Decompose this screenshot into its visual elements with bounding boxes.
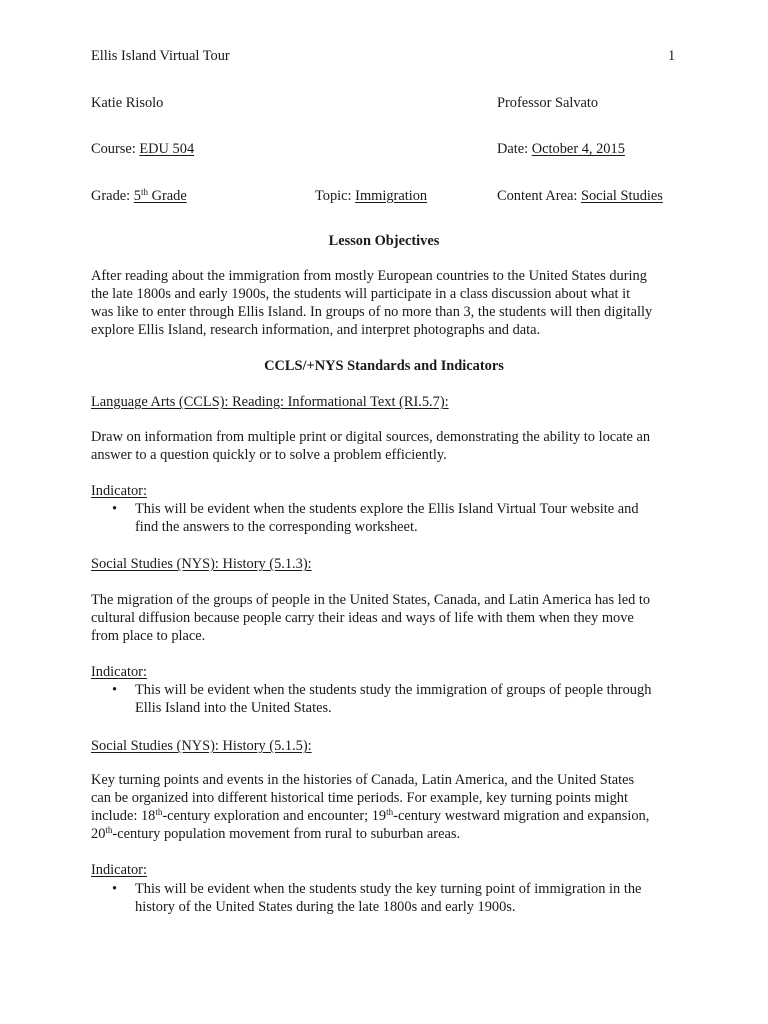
course-field [91, 140, 194, 158]
bullet-icon: • [112, 682, 118, 698]
running-header-title: Ellis Island Virtual Tour [91, 48, 230, 64]
course-label: Course: [91, 141, 140, 157]
bullet-icon: • [112, 501, 118, 517]
topic-field [315, 187, 427, 205]
standard-body-513: The migration of the groups of people in the United States, Canada, and Latin America has led to cultural diffusion because people carry their ideas and ways of life with them when they move from place to place. [91, 592, 651, 644]
standard-body-ri57: Draw on information from multiple print or digital sources, demonstrating the ability to locate an answer to a question quickly or to solve a problem efficiently. [91, 429, 651, 463]
topic-label: Topic: [315, 188, 356, 204]
standard-title-513: Social Studies (NYS): History (5.1.3): [91, 556, 312, 572]
indicator-label: Indicator: [91, 664, 147, 680]
content-area-value: Social Studies [580, 188, 663, 204]
lesson-objectives-heading: Lesson Objectives [328, 233, 440, 249]
standard-title-ri57: Language Arts (CCLS): Reading: Informational Text (RI.5.7): [91, 394, 449, 410]
professor-name: Professor Salvato [497, 95, 599, 111]
date-field [497, 140, 625, 158]
objectives-paragraph: After reading about the immigration from mostly European countries to the United States during the late 1800s and early 1900s, the students will participate in a class discussion about what it was like to enter through Ellis Island. In groups of no more than 3, the students will then digitally explore Ellis Island, research information, and interpret photographs and data. [91, 268, 653, 338]
date-label: Date: [497, 141, 532, 157]
content-area-label: Content Area: [497, 188, 581, 204]
page-number: 1 [668, 48, 676, 64]
standards-heading: CCLS/+NYS Standards and Indicators [264, 358, 504, 374]
author-name: Katie Risolo [91, 95, 164, 111]
indicator-label: Indicator: [91, 483, 147, 499]
course-value: EDU 504 [139, 141, 195, 157]
document-page: Ellis Island Virtual Tour 1 Katie Risolo Professor Salvato Course: EDU 504 Date: October 4, 2015 Grade: 5th Grade Topic: Immigration Content Area: Social Studies Lesson Objectives After reading about the immigration from mostly European countries to the United States during the late 1800s and early 1900s, the students will participate in a class discussion about what it was like to enter through Ellis Island. In groups of no more than 3, the students will then digitally explore Ellis Island, research information, and interpret photographs and data. CCLS/+NYS Standards and Indicators Language Arts (CCLS): Reading: Informational Text (RI.5.7): Draw on information from multiple print or digital sources, demonstrating the ability to locate an answer to a question quickly or to solve a problem efficiently. Indicator: • This will be evident when the students explore the Ellis Island Virtual Tour website and find the answers to the corresponding worksheet. Social Studies (NYS): History (5.1.3): The migration of the groups of people in the United States, Canada, and Latin America has led to cultural diffusion because people carry their ideas and ways of life with them when they move from place to place. Indicator: • This will be evident when the students study the immigration of groups of people through Ellis Island into the United States. Social Studies (NYS): History (5.1.5): Key turning points and events in the histories of Canada, Latin America, and the United States can be organized into different historical time periods. For example, key turning points might include: 18th-century exploration and encounter; 19th-century westward migration and expansion, 20th-century population movement from rural to suburban areas. Indicator: • This will be evident when the students study the key turning point of immigration in the history of the United States during the late 1800s and early 1900s. [0, 0, 768, 1024]
standard-title-515: Social Studies (NYS): History (5.1.5): [91, 738, 312, 754]
date-value: October 4, 2015 [531, 141, 625, 157]
grade-value: 5th Grade [133, 187, 187, 204]
indicator-label: Indicator: [91, 862, 147, 878]
content-area-field [497, 187, 663, 205]
topic-value: Immigration [355, 188, 428, 204]
grade-label: Grade: [91, 188, 134, 204]
grade-field [91, 187, 187, 205]
bullet-icon: • [112, 881, 118, 897]
standard-body-515: Key turning points and events in the histories of Canada, Latin America, and the United States can be organized into different historical time periods. For example, key turning points might include: 18th-century exploration and encounter; 19th-century westward migration and expansion, 20th-century population movement from rural to suburban areas. [91, 772, 650, 842]
